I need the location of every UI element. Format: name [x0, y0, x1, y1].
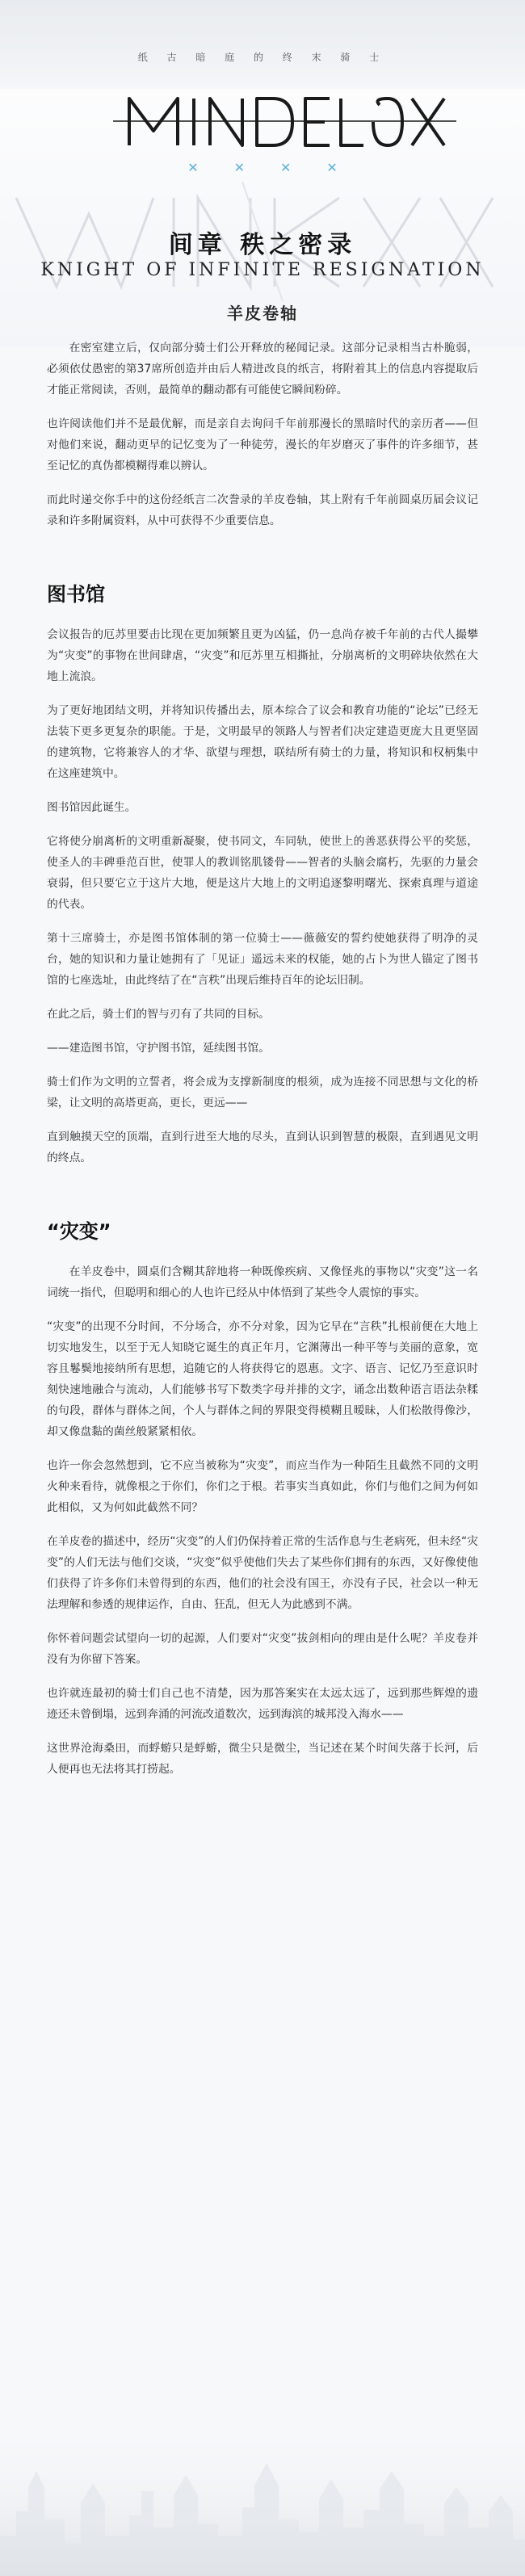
intro-paragraph: 而此时递交你手中的这份经纸言二次誊录的羊皮卷轴，其上附有千年前圆桌历届会议记录和许多附属资料，从中可获得不少重要信息。 — [47, 493, 478, 527]
chapter-title: 间章 秩之密录 — [168, 231, 357, 259]
chapter-subtitle: KNIGHT OF INFINITE RESIGNATION — [40, 260, 485, 280]
library-paragraph: 它将使分崩离析的文明重新凝聚，使书同文，车同轨，使世上的善恶获得公平的奖惩，使圣人的丰碑垂范百世，使罪人的教训铭肌镂骨——智者的头脑会腐朽，先驱的力量会衰弱，但只要它立于这片大地，便是这片大地上的文明追逐黎明曙光、探索真理与道途的代表。 — [47, 835, 478, 911]
intro-paragraph: 也许阅读他们并不是最优解，而是亲自去询问千年前那漫长的黑暗时代的亲历者——但对他们来说，翻动更早的记忆变为了一种徒劳，漫长的年岁磨灭了事件的许多细节，甚至记忆的真伪都模糊得难以辨认。 — [47, 417, 478, 472]
catastrophe-paragraph: 也许一你会忽然想到，它不应当被称为“灾变”，而应当作为一种陌生且截然不同的文明火种来看待，就像根之于你们，你们之于根。若事实当真如此，你们与他们之间为何如此相似，又为何如此截然不同？ — [47, 1459, 478, 1514]
section-heading-catastrophe: “灾变” — [47, 1220, 111, 1243]
banner-top-strip — [0, 0, 525, 89]
intro-paragraph: 在密室建立后，仅向部分骑士们公开释放的秘闻记录。这部分记录相当古朴脆弱，必须依仗愚密的第37席所创造并由后人精进改良的纸言，将附着其上的信息内容提取后才能正常阅读，否则，最简单的翻动都有可能使它瞬间粉碎。 — [47, 342, 478, 396]
library-paragraph: 骑士们作为文明的立誓者，将会成为支撑新制度的根须，成为连接不同思想与文化的桥梁，让文明的高塔更高，更长，更远—— — [47, 1076, 478, 1110]
city-skyline-decoration — [0, 2414, 525, 2576]
library-paragraph: ——建造图书馆，守护图书馆，延续图书馆。 — [47, 1042, 270, 1055]
catastrophe-paragraph: 在羊皮卷的描述中，经历“灾变”的人们仍保持着正常的生活作息与生老病死，但未经“灾变”的人们无法与他们交谈，“灾变”似乎使他们失去了某些你们拥有的东西，又好像使他们获得了许多你们未曾得到的东西，他们的社会没有国王，亦没有子民，社会以一种无法理解和参透的规律运作，自由、狂乱，但无人为此感到不满。 — [47, 1535, 478, 1611]
article-body — [47, 338, 478, 1793]
star-icon: ✕ — [326, 160, 373, 175]
library-paragraph: 会议报告的厄苏里要击比现在更加频繁且更为凶猛，仍一息尚存被千年前的古代人撮攀为“灾变”的事物在世间肆虐，“灾变”和厄苏里互相撕扯，分崩离析的文明碎块依然在大地上流浪。 — [47, 628, 478, 683]
decorative-star-row — [0, 160, 525, 175]
scroll-label: 羊皮卷轴 — [227, 304, 298, 323]
header-banner — [0, 0, 525, 347]
library-paragraph: 第十三席骑士，亦是图书馆体制的第一位骑士——薇薇安的誓约使她获得了明净的灵台，她的知识和力量让她拥有了「见证」遥远未来的权能，她的占卜为世人锚定了图书馆的七座选址，由此终结了在“言秩”出现后维持百年的论坛旧制。 — [47, 932, 478, 987]
star-icon: ✕ — [280, 160, 327, 175]
catastrophe-paragraph: “灾变”的出现不分时间，不分场合，亦不分对象，因为它早在“言秩”扎根前便在大地上切实地发生，以至于无人知晓它诞生的真正年月，它渊薄出一种平等与美丽的意象，宽容且鬈鬓地接纳所有思想，追随它的人将获得它的恩惠。文字、语言、记忆乃至意识时刻快速地融合与流动，人们能够书写下数类字母并排的文字，诵念出数种语言语法杂糅的句段，群体与群体之间，个人与群体之间的界限变得模糊且暧昧，人们松散得像沙，却又像盘黏的菌丝般紧紧相依。 — [47, 1320, 478, 1438]
svg-text:MINDELOX: MINDELOX — [258, 151, 267, 153]
catastrophe-paragraph: 这世界沧海桑田，而蜉蝣只是蜉蝣，微尘只是微尘，当记述在某个时间失落于长河，后人便再也无法将其打捞起。 — [47, 1742, 478, 1776]
library-paragraph: 为了更好地团结文明，并将知识传播出去，原本综合了议会和教育功能的“论坛”已经无法装下更多更复杂的职能。于是，文明最早的领路人与智者们决定建造更庞大且更坚固的建筑物，它将兼容人的才华、欲望与理想，联结所有骑士的力量，将知识和权柄集中在这座建筑中。 — [47, 704, 478, 780]
catastrophe-paragraph: 在羊皮卷中，圆桌们含糊其辞地将一种既像疾病、又像怪兆的事物以“灾变”这一名词统一指代，但聪明和细心的人也许已经从中体悟到了某些令人震惊的事实。 — [47, 1265, 478, 1299]
library-paragraph: 图书馆因此诞生。 — [47, 801, 136, 814]
mindelox-logo — [0, 81, 525, 153]
catastrophe-paragraph: 你怀着问题尝试望向一切的起源，人们要对“灾变”拔剑相向的理由是什么呢？羊皮卷并没有为你留下答案。 — [47, 1632, 478, 1666]
catastrophe-paragraph: 也许就连最初的骑士们自己也不清楚，因为那答案实在太远太远了，远到那些辉煌的遗迹还未曾倒塌，远到奔涌的河流改道数次，远到海滨的城邦没入海水—— — [47, 1687, 478, 1721]
library-paragraph: 在此之后，骑士们的智与刃有了共同的目标。 — [47, 1008, 270, 1021]
tagline: 纸 古 暗 庭 的 终 末 骑 士 — [137, 52, 388, 63]
star-icon: ✕ — [187, 160, 234, 175]
section-heading-library: 图书馆 — [47, 583, 105, 606]
library-paragraph: 直到触摸天空的顶端，直到行进至大地的尽头，直到认识到智慧的极限，直到遇见文明的终点。 — [47, 1131, 478, 1164]
star-icon: ✕ — [233, 160, 280, 175]
